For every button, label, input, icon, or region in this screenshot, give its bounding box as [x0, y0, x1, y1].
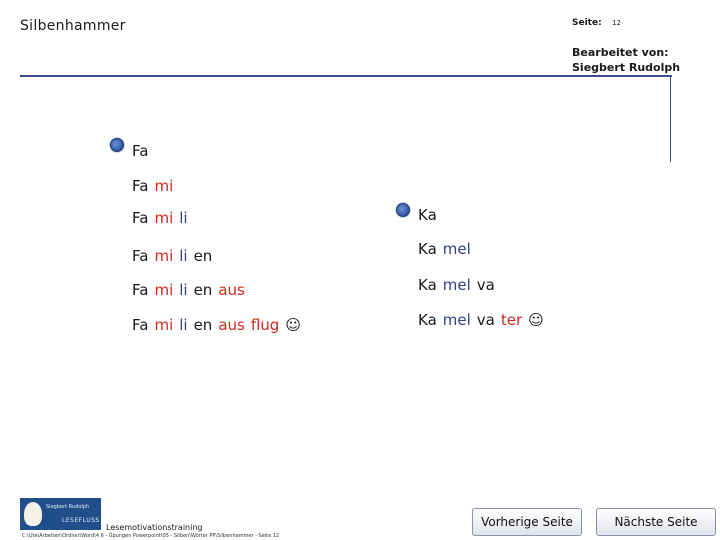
edited-by-label: Bearbeitet von:	[572, 46, 669, 59]
footer-file-path: C:\Ute\Arbeiten\Ordner\Word\4.6 - Übungen Powerpoint\05 - Silben\Wörter PP\Silbenhammer - Seite 12	[22, 533, 280, 539]
syllable: Ka	[418, 206, 437, 224]
syllable: Fa	[132, 209, 149, 227]
syllable: Fa	[132, 281, 149, 299]
syllable: va	[476, 311, 495, 329]
word-line-2	[418, 240, 471, 258]
syllable: mi	[154, 316, 174, 334]
word-line-4	[418, 311, 544, 329]
syllable: Ka	[418, 240, 437, 258]
previous-page-button[interactable]: Vorherige Seite	[472, 508, 582, 536]
syllable: Fa	[132, 247, 149, 265]
footer-title: Lesemotivationstraining	[106, 523, 203, 532]
syllable: aus	[218, 316, 245, 334]
smiley-icon: ☺	[285, 316, 301, 334]
syllable: mi	[154, 209, 174, 227]
page-label: Seite:	[572, 18, 602, 28]
page-number: 12	[612, 19, 621, 27]
syllable: mi	[154, 281, 174, 299]
edited-by-name: Siegbert Rudolph	[572, 61, 681, 74]
syllable: mel	[442, 311, 471, 329]
syllable: li	[179, 316, 188, 334]
word-line-3	[418, 276, 495, 294]
word-line-6	[132, 316, 301, 334]
syllable: mi	[154, 247, 174, 265]
smiley-icon: ☺	[528, 311, 544, 329]
syllable: Ka	[418, 276, 437, 294]
syllable: mel	[442, 240, 471, 258]
syllable: mel	[442, 276, 471, 294]
syllable: Fa	[132, 316, 149, 334]
word-line-3	[132, 209, 188, 227]
bullet-icon	[110, 138, 124, 152]
syllable: Fa	[132, 177, 149, 195]
word-line-5	[132, 281, 245, 299]
next-page-button[interactable]: Nächste Seite	[596, 508, 716, 536]
syllable: Ka	[418, 311, 437, 329]
syllable: mi	[154, 177, 174, 195]
syllable: li	[179, 281, 188, 299]
word-line-1	[418, 206, 437, 224]
syllable: va	[476, 276, 495, 294]
header-divider	[20, 75, 672, 77]
syllable: en	[193, 281, 213, 299]
logo-chef-icon	[24, 502, 42, 526]
syllable: en	[193, 316, 213, 334]
syllable: li	[179, 209, 188, 227]
syllable: li	[179, 247, 188, 265]
word-line-2	[132, 177, 173, 195]
bullet-icon	[396, 203, 410, 217]
app-title: Silbenhammer	[20, 18, 126, 34]
syllable: en	[193, 247, 213, 265]
word-line-1	[132, 142, 148, 160]
logo-text: LESEFLUSS	[62, 517, 100, 524]
word-line-4	[132, 247, 212, 265]
header-vertical-divider	[670, 76, 671, 162]
syllable: flug	[250, 316, 280, 334]
syllable: Fa	[132, 142, 149, 160]
syllable: aus	[218, 281, 245, 299]
logo-text: Siegbert Rudolph	[46, 504, 90, 510]
syllable: ter	[500, 311, 523, 329]
